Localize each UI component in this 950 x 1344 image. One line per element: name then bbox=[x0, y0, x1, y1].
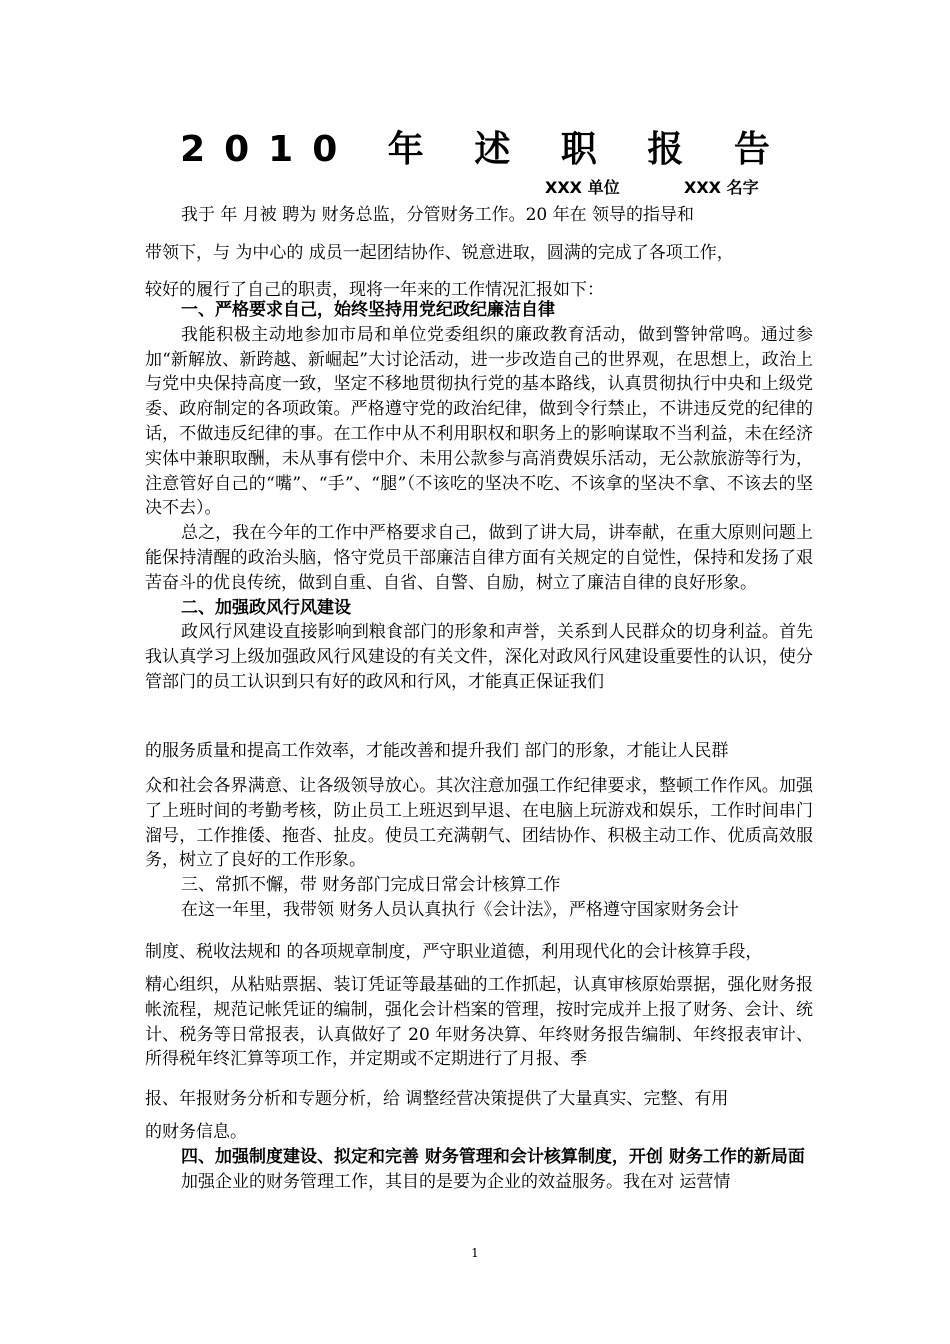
section-2-heading: 二、加强政风行风建设 bbox=[181, 597, 351, 618]
section-3-line-d bbox=[145, 1079, 813, 1119]
section-3-paragraph-1c: 精心组织，从粘贴票据、装订凭证等最基础的工作抓起，认真审核原始票据，强化财务报帐流程，规范记帐凭证的编制，强化会计档案的管理，按时完成并上报了财务、会计、统计、税务等日常报表，认真做好了 20 年财务决算、年终财务报告编制、年终报表审计、所得税年终汇算等项工作，并定期或不定期进行了月报、季 bbox=[145, 975, 813, 1070]
section-3-paragraph-1d: 报、年报财务分析和专题分析，给 调整经营决策提供了大量真实、完整、有用 bbox=[145, 1089, 729, 1109]
section-2-paragraph-1b: 的服务质量和提高工作效率，才能改善和提升我们 部门的形象，才能让人民群 bbox=[145, 741, 729, 761]
section-2-tail bbox=[145, 774, 813, 923]
section-1 bbox=[145, 298, 813, 695]
section-3-heading: 三、常抓不懈，带 财务部门完成日常会计核算工作 bbox=[181, 875, 561, 896]
section-2-paragraph-1c: 众和社会各界满意、让各级领导放心。其次注意加强工作纪律要求，整顿工作作风。加强了上班时间的考勤考核，防止员工上班迟到早退、在电脑上玩游戏和娱乐，工作时间串门溜号，工作推倭、拖沓、扯皮。使员工充满朝气、团结协作、积极主动工作、优质高效服务，树立了良好的工作形象。 bbox=[145, 776, 813, 871]
section-2-paragraph-1a: 政风行风建设直接影响到粮食部门的形象和声誉，关系到人民群众的切身利益。首先我认真学习上级加强政风行风建设的有关文件，深化对政风行风建设重要性的认识，使分管部门的员工认识到只有好的政风和行风，才能真正保证我们 bbox=[145, 622, 813, 692]
section-3-paragraph-1b: 制度、税收法规和 的各项规章制度，严守职业道德，利用现代化的会计核算手段， bbox=[145, 942, 763, 962]
intro-line-3: 较好的履行了自己的职责，现将一年来的工作情况汇报如下： bbox=[145, 280, 604, 300]
page-number: 1 bbox=[471, 1246, 479, 1260]
section-1-heading: 一、严格要求自己，始终坚持用党纪政纪廉洁自律 bbox=[181, 300, 555, 320]
section-3-line-b bbox=[145, 932, 813, 972]
section-2-continued bbox=[145, 731, 813, 771]
section-3-line-e bbox=[145, 1120, 813, 1145]
intro-block bbox=[145, 198, 813, 307]
section-3-paragraph-1e: 的财务信息。 bbox=[145, 1122, 247, 1142]
section-4 bbox=[145, 1145, 813, 1195]
section-1-paragraph-1: 我能积极主动地参加市局和单位党委组织的廉政教育活动，做到警钟常鸣。通过参加“新解放、新跨越、新崛起”大讨论活动，进一步改造自己的世界观，在思想上，政治上与党中央保持高度一致，坚定不移地贯彻执行党的基本路线，认真贯彻执行中央和上级党委、政府制定的各项政策。严格遵守党的政治纪律，做到令行禁止，不讲违反党的纪律的话，不做违反纪律的事。在工作中从不利用职权和职务上的影响谋取不当利益，未在经济实体中兼职取酬，未从事有偿中介、未用公款参与高消费娱乐活动，无公款旅游等行为，注意管好自己的“嘴”、“手”、“腿”（不该吃的坚决不吃、不该拿的坚决不拿、不该去的坚决不去）。 bbox=[145, 324, 813, 519]
section-1-paragraph-2: 总之，我在今年的工作中严格要求自己，做到了讲大局，讲奉献，在重大原则问题上能保持清醒的政治头脑，恪守党员干部廉洁自律方面有关规定的自觉性，保持和发扬了艰苦奋斗的优良传统，做到自重、自省、自警、自励，树立了廉洁自律的良好形象。 bbox=[145, 523, 813, 593]
section-4-heading: 四、加强制度建设、拟定和完善 财务管理和会计核算制度，开创 财务工作的新局面 bbox=[181, 1147, 805, 1167]
intro-line-2: 带领下，与 为中心的 成员一起团结协作、锐意进取，圆满的完成了各项工作， bbox=[145, 243, 734, 263]
section-3-line-c bbox=[145, 973, 813, 1072]
report-title: 2010 年 述 职 报 告 bbox=[180, 129, 789, 170]
unit-label: XXX 单位 bbox=[545, 178, 620, 197]
author-name: XXX 名字 bbox=[684, 178, 759, 197]
section-4-paragraph-1: 加强企业的财务管理工作，其目的是要为企业的效益服务。我在对 运营情 bbox=[181, 1171, 731, 1192]
intro-line-1: 我于 年 月被 聘为 财务总监，分管财务工作。20 年在 领导的指导和 bbox=[181, 205, 695, 225]
section-3-paragraph-1a: 在这一年里，我带领 财务人员认真执行《会计法》，严格遵守国家财务会计 bbox=[181, 899, 739, 920]
